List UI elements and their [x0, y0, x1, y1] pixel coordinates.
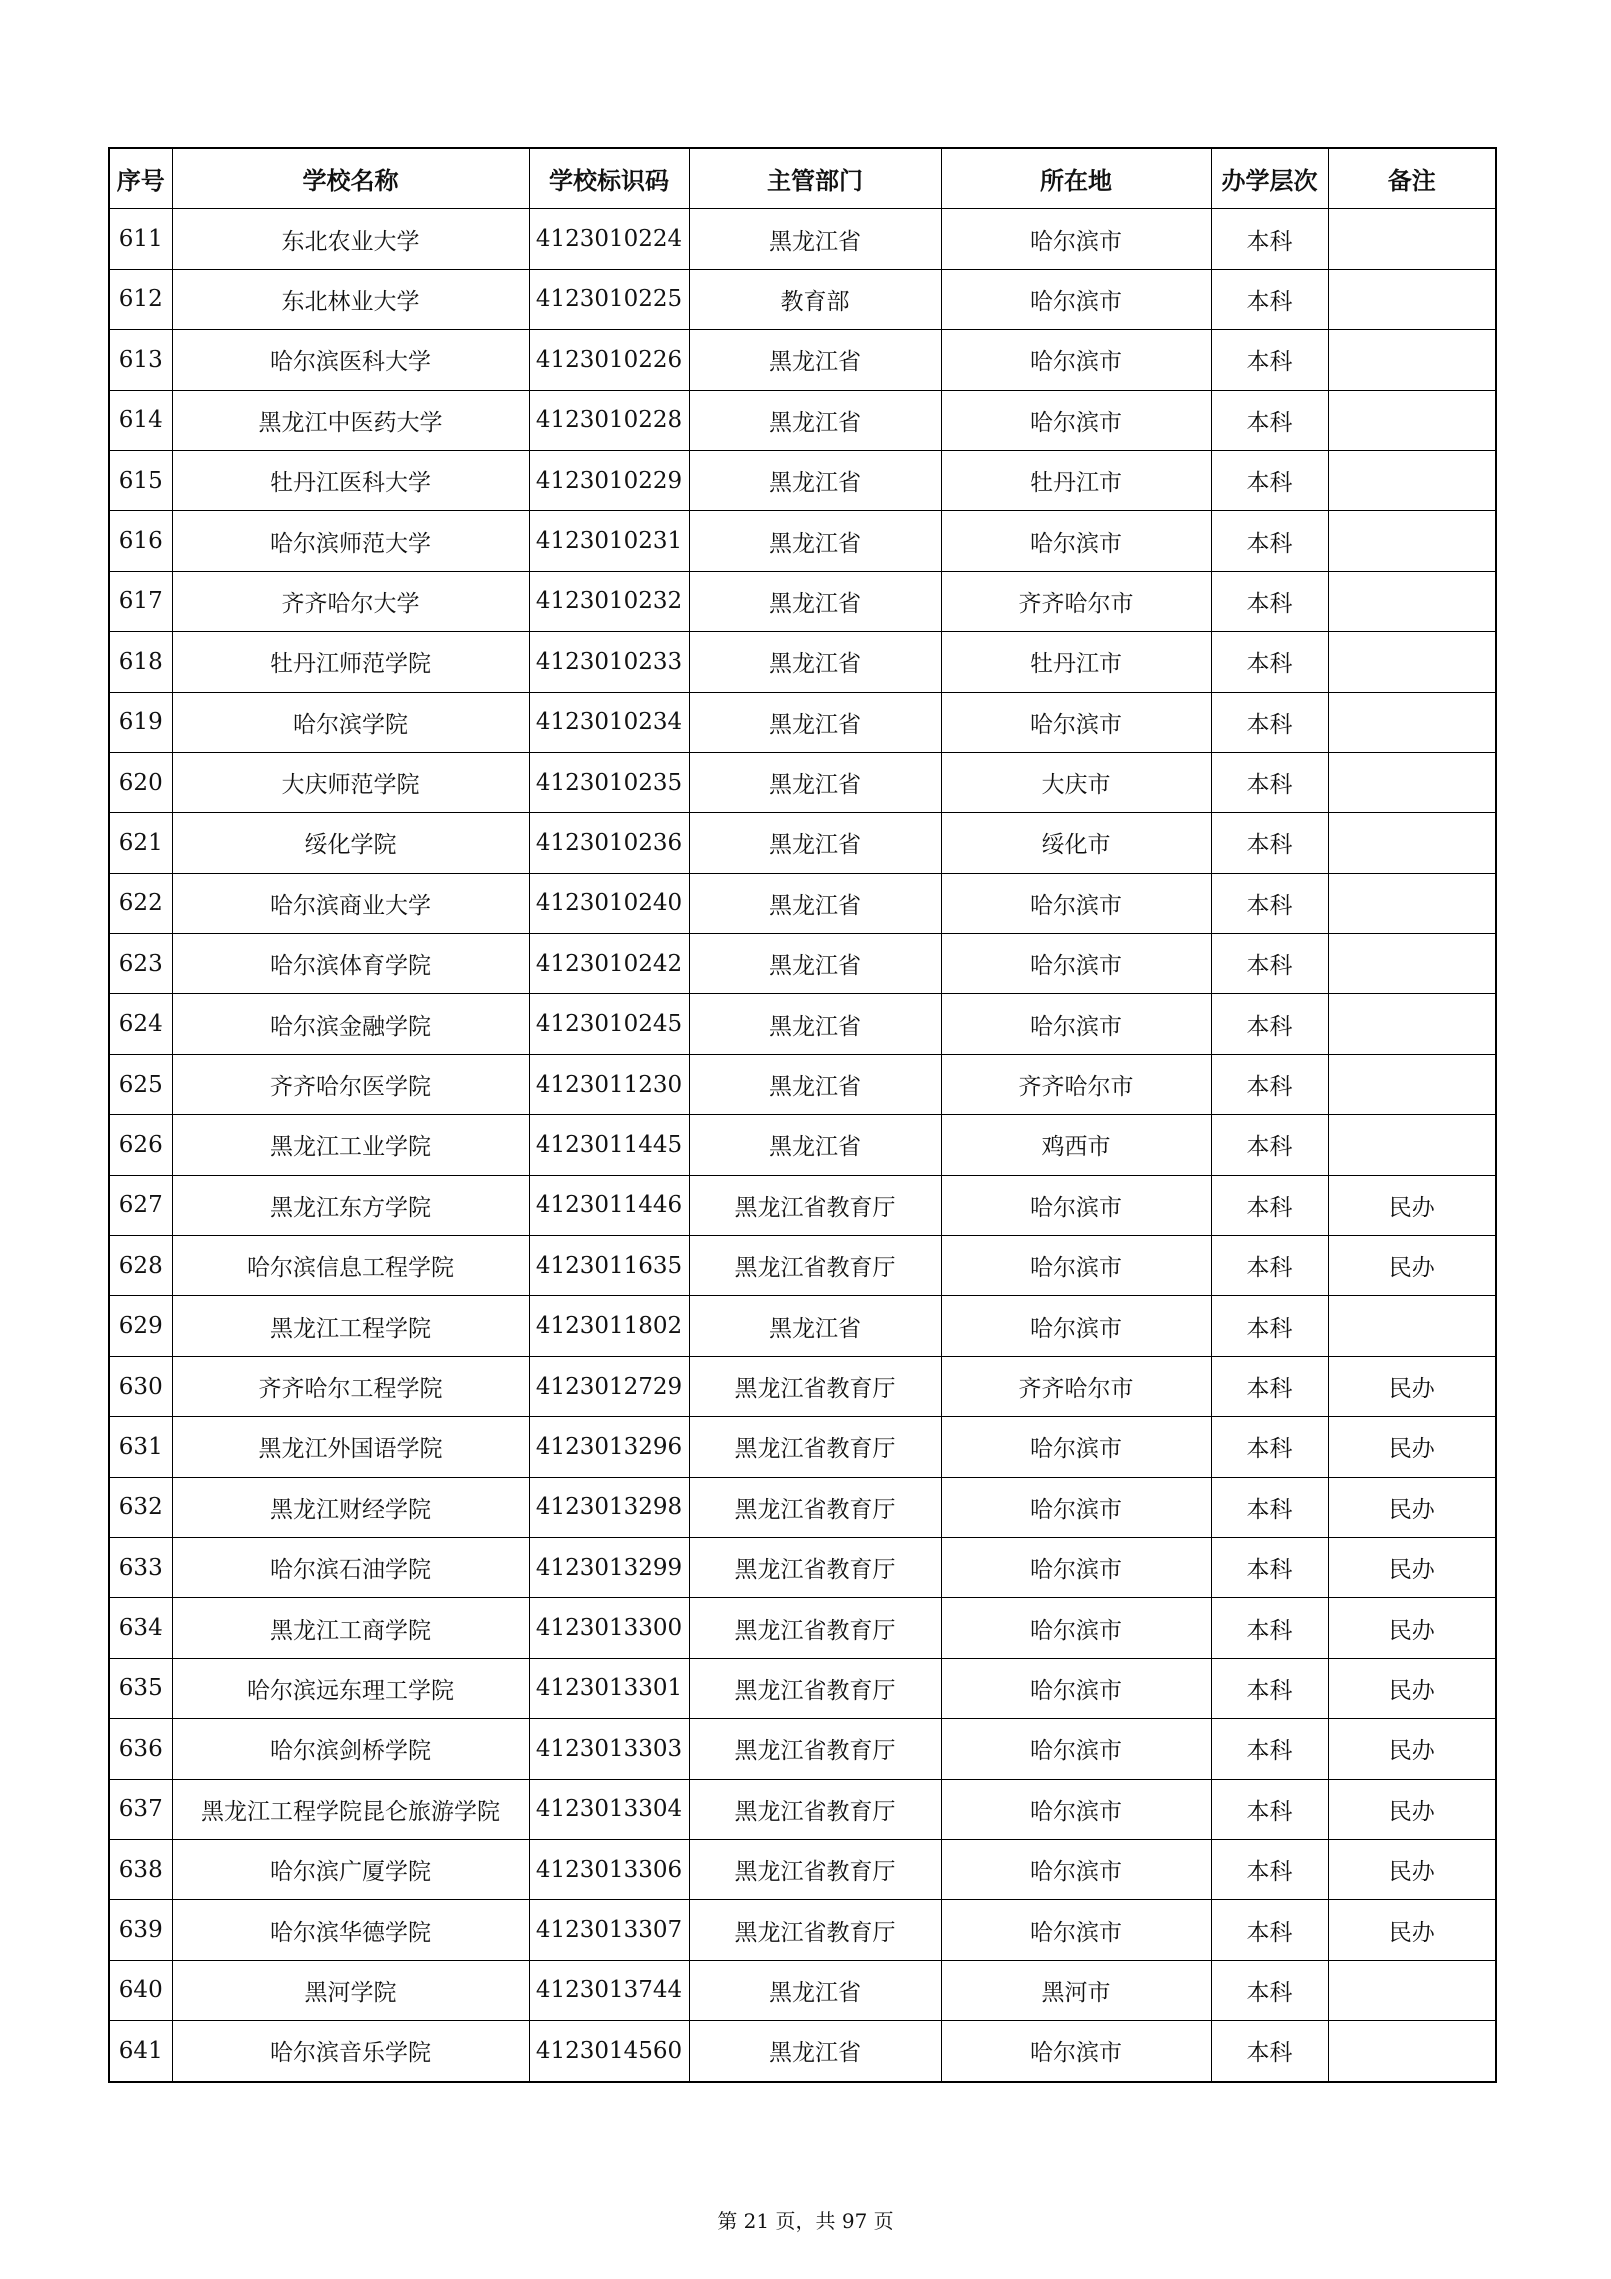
cell-school-name: 黑龙江工商学院 [172, 1598, 529, 1658]
cell-location: 哈尔滨市 [941, 1417, 1211, 1477]
cell-remarks: 民办 [1328, 1417, 1496, 1477]
cell-school-name: 哈尔滨广厦学院 [172, 1839, 529, 1899]
cell-school-name: 哈尔滨远东理工学院 [172, 1658, 529, 1718]
cell-school-name: 哈尔滨师范大学 [172, 511, 529, 571]
cell-school-name: 黑龙江东方学院 [172, 1175, 529, 1235]
cell-index: 638 [109, 1839, 172, 1899]
cell-remarks [1328, 330, 1496, 390]
cell-location: 牡丹江市 [941, 450, 1211, 510]
table-row [109, 1296, 1496, 1356]
cell-school-code: 4123010245 [529, 994, 689, 1054]
table-row [109, 1900, 1496, 1960]
cell-location: 大庆市 [941, 752, 1211, 812]
table-row [109, 571, 1496, 631]
cell-department: 黑龙江省 [689, 994, 941, 1054]
cell-level: 本科 [1211, 2021, 1328, 2082]
cell-index: 613 [109, 330, 172, 390]
cell-location: 哈尔滨市 [941, 1477, 1211, 1537]
cell-location: 齐齐哈尔市 [941, 1054, 1211, 1114]
table-row [109, 1779, 1496, 1839]
table-row [109, 269, 1496, 329]
cell-remarks: 民办 [1328, 1719, 1496, 1779]
cell-remarks: 民办 [1328, 1236, 1496, 1296]
cell-index: 626 [109, 1115, 172, 1175]
cell-location: 哈尔滨市 [941, 269, 1211, 329]
cell-department: 黑龙江省 [689, 571, 941, 631]
cell-school-name: 绥化学院 [172, 813, 529, 873]
cell-level: 本科 [1211, 209, 1328, 269]
cell-school-code: 4123011802 [529, 1296, 689, 1356]
cell-level: 本科 [1211, 813, 1328, 873]
cell-remarks [1328, 632, 1496, 692]
cell-school-code: 4123013300 [529, 1598, 689, 1658]
cell-index: 624 [109, 994, 172, 1054]
cell-location: 哈尔滨市 [941, 994, 1211, 1054]
cell-school-code: 4123010234 [529, 692, 689, 752]
cell-department: 黑龙江省 [689, 934, 941, 994]
cell-school-name: 牡丹江师范学院 [172, 632, 529, 692]
cell-department: 黑龙江省 [689, 1296, 941, 1356]
cell-school-name: 哈尔滨剑桥学院 [172, 1719, 529, 1779]
table-row [109, 1477, 1496, 1537]
cell-level: 本科 [1211, 1417, 1328, 1477]
cell-level: 本科 [1211, 1296, 1328, 1356]
cell-level: 本科 [1211, 269, 1328, 329]
table-row [109, 692, 1496, 752]
cell-level: 本科 [1211, 1960, 1328, 2020]
cell-location: 哈尔滨市 [941, 692, 1211, 752]
cell-location: 哈尔滨市 [941, 1236, 1211, 1296]
cell-level: 本科 [1211, 330, 1328, 390]
cell-remarks: 民办 [1328, 1175, 1496, 1235]
cell-school-name: 东北农业大学 [172, 209, 529, 269]
cell-school-name: 大庆师范学院 [172, 752, 529, 812]
cell-index: 616 [109, 511, 172, 571]
cell-index: 611 [109, 209, 172, 269]
cell-department: 黑龙江省 [689, 692, 941, 752]
cell-level: 本科 [1211, 692, 1328, 752]
cell-index: 641 [109, 2021, 172, 2082]
cell-location: 哈尔滨市 [941, 1296, 1211, 1356]
cell-school-name: 齐齐哈尔工程学院 [172, 1356, 529, 1416]
cell-school-code: 4123010229 [529, 450, 689, 510]
cell-location: 哈尔滨市 [941, 1658, 1211, 1718]
header-remarks: 备注 [1328, 148, 1496, 209]
table-row [109, 873, 1496, 933]
cell-location: 哈尔滨市 [941, 1598, 1211, 1658]
cell-school-code: 4123010236 [529, 813, 689, 873]
table-row [109, 934, 1496, 994]
cell-department: 黑龙江省 [689, 511, 941, 571]
cell-school-name: 哈尔滨学院 [172, 692, 529, 752]
cell-department: 黑龙江省教育厅 [689, 1236, 941, 1296]
cell-remarks: 民办 [1328, 1537, 1496, 1597]
cell-department: 黑龙江省教育厅 [689, 1779, 941, 1839]
cell-level: 本科 [1211, 1658, 1328, 1718]
table-row [109, 1115, 1496, 1175]
cell-level: 本科 [1211, 390, 1328, 450]
cell-index: 636 [109, 1719, 172, 1779]
cell-school-name: 黑龙江工程学院昆仑旅游学院 [172, 1779, 529, 1839]
cell-school-code: 4123013307 [529, 1900, 689, 1960]
cell-location: 哈尔滨市 [941, 1175, 1211, 1235]
cell-remarks [1328, 1054, 1496, 1114]
cell-level: 本科 [1211, 511, 1328, 571]
table-row [109, 1417, 1496, 1477]
cell-location: 哈尔滨市 [941, 209, 1211, 269]
cell-location: 鸡西市 [941, 1115, 1211, 1175]
cell-index: 615 [109, 450, 172, 510]
cell-location: 齐齐哈尔市 [941, 1356, 1211, 1416]
cell-remarks: 民办 [1328, 1598, 1496, 1658]
cell-school-name: 东北林业大学 [172, 269, 529, 329]
cell-school-name: 齐齐哈尔大学 [172, 571, 529, 631]
cell-location: 哈尔滨市 [941, 511, 1211, 571]
cell-index: 617 [109, 571, 172, 631]
cell-location: 哈尔滨市 [941, 873, 1211, 933]
cell-level: 本科 [1211, 1779, 1328, 1839]
cell-location: 哈尔滨市 [941, 934, 1211, 994]
cell-index: 618 [109, 632, 172, 692]
cell-index: 631 [109, 1417, 172, 1477]
cell-school-code: 4123011446 [529, 1175, 689, 1235]
cell-location: 齐齐哈尔市 [941, 571, 1211, 631]
cell-index: 627 [109, 1175, 172, 1235]
cell-remarks [1328, 571, 1496, 631]
cell-school-code: 4123013304 [529, 1779, 689, 1839]
cell-remarks [1328, 390, 1496, 450]
cell-level: 本科 [1211, 1477, 1328, 1537]
cell-school-code: 4123010226 [529, 330, 689, 390]
cell-location: 黑河市 [941, 1960, 1211, 2020]
cell-location: 绥化市 [941, 813, 1211, 873]
cell-remarks: 民办 [1328, 1658, 1496, 1718]
cell-remarks: 民办 [1328, 1779, 1496, 1839]
cell-level: 本科 [1211, 571, 1328, 631]
cell-department: 黑龙江省 [689, 2021, 941, 2082]
cell-department: 黑龙江省教育厅 [689, 1900, 941, 1960]
page-number: 第 21 页，共 97 页 [717, 2209, 894, 2233]
cell-school-code: 4123010225 [529, 269, 689, 329]
cell-index: 625 [109, 1054, 172, 1114]
cell-school-code: 4123011445 [529, 1115, 689, 1175]
cell-index: 635 [109, 1658, 172, 1718]
table-row [109, 752, 1496, 812]
cell-school-code: 4123013296 [529, 1417, 689, 1477]
cell-level: 本科 [1211, 934, 1328, 994]
cell-department: 黑龙江省 [689, 632, 941, 692]
cell-department: 黑龙江省 [689, 1115, 941, 1175]
cell-department: 黑龙江省 [689, 752, 941, 812]
cell-school-name: 哈尔滨体育学院 [172, 934, 529, 994]
cell-level: 本科 [1211, 1115, 1328, 1175]
cell-department: 黑龙江省教育厅 [689, 1477, 941, 1537]
table-row [109, 1175, 1496, 1235]
cell-index: 614 [109, 390, 172, 450]
cell-remarks [1328, 269, 1496, 329]
cell-department: 黑龙江省教育厅 [689, 1417, 941, 1477]
cell-school-name: 哈尔滨信息工程学院 [172, 1236, 529, 1296]
cell-school-name: 哈尔滨商业大学 [172, 873, 529, 933]
cell-school-name: 黑龙江外国语学院 [172, 1417, 529, 1477]
table-row [109, 330, 1496, 390]
cell-department: 黑龙江省教育厅 [689, 1598, 941, 1658]
cell-level: 本科 [1211, 1054, 1328, 1114]
cell-school-code: 4123010233 [529, 632, 689, 692]
cell-remarks [1328, 752, 1496, 812]
cell-location: 哈尔滨市 [941, 1719, 1211, 1779]
cell-location: 哈尔滨市 [941, 1839, 1211, 1899]
cell-index: 634 [109, 1598, 172, 1658]
cell-remarks [1328, 2021, 1496, 2082]
cell-school-code: 4123010242 [529, 934, 689, 994]
table-row [109, 1356, 1496, 1416]
cell-location: 哈尔滨市 [941, 330, 1211, 390]
cell-school-code: 4123011635 [529, 1236, 689, 1296]
cell-remarks [1328, 873, 1496, 933]
cell-index: 633 [109, 1537, 172, 1597]
header-department: 主管部门 [689, 148, 941, 209]
cell-remarks [1328, 813, 1496, 873]
cell-school-code: 4123011230 [529, 1054, 689, 1114]
cell-level: 本科 [1211, 1719, 1328, 1779]
cell-department: 黑龙江省 [689, 1054, 941, 1114]
cell-department: 黑龙江省 [689, 390, 941, 450]
table-row [109, 511, 1496, 571]
cell-location: 哈尔滨市 [941, 390, 1211, 450]
table-row [109, 1054, 1496, 1114]
cell-school-name: 牡丹江医科大学 [172, 450, 529, 510]
cell-school-name: 黑龙江财经学院 [172, 1477, 529, 1537]
cell-level: 本科 [1211, 1839, 1328, 1899]
cell-level: 本科 [1211, 1598, 1328, 1658]
table-row [109, 632, 1496, 692]
cell-school-name: 齐齐哈尔医学院 [172, 1054, 529, 1114]
cell-school-code: 4123010224 [529, 209, 689, 269]
cell-school-name: 哈尔滨音乐学院 [172, 2021, 529, 2082]
cell-school-code: 4123010231 [529, 511, 689, 571]
cell-remarks: 民办 [1328, 1477, 1496, 1537]
cell-school-name: 黑河学院 [172, 1960, 529, 2020]
cell-remarks: 民办 [1328, 1900, 1496, 1960]
cell-level: 本科 [1211, 1537, 1328, 1597]
table-row [109, 1537, 1496, 1597]
cell-index: 639 [109, 1900, 172, 1960]
cell-location: 哈尔滨市 [941, 1779, 1211, 1839]
cell-location: 哈尔滨市 [941, 1537, 1211, 1597]
cell-remarks [1328, 692, 1496, 752]
cell-department: 黑龙江省 [689, 450, 941, 510]
cell-remarks: 民办 [1328, 1839, 1496, 1899]
table-row [109, 450, 1496, 510]
header-school-code: 学校标识码 [529, 148, 689, 209]
cell-index: 612 [109, 269, 172, 329]
table-row [109, 813, 1496, 873]
table-row [109, 390, 1496, 450]
cell-location: 牡丹江市 [941, 632, 1211, 692]
cell-school-name: 哈尔滨医科大学 [172, 330, 529, 390]
cell-index: 623 [109, 934, 172, 994]
cell-school-code: 4123013298 [529, 1477, 689, 1537]
cell-remarks [1328, 1296, 1496, 1356]
cell-school-name: 哈尔滨石油学院 [172, 1537, 529, 1597]
cell-level: 本科 [1211, 450, 1328, 510]
cell-index: 630 [109, 1356, 172, 1416]
table-row [109, 1839, 1496, 1899]
header-index: 序号 [109, 148, 172, 209]
table-row [109, 209, 1496, 269]
cell-index: 622 [109, 873, 172, 933]
cell-school-code: 4123010235 [529, 752, 689, 812]
cell-index: 632 [109, 1477, 172, 1537]
cell-index: 621 [109, 813, 172, 873]
cell-level: 本科 [1211, 632, 1328, 692]
header-school-name: 学校名称 [172, 148, 529, 209]
table-header-row [109, 148, 1496, 209]
cell-remarks [1328, 1115, 1496, 1175]
cell-department: 黑龙江省教育厅 [689, 1658, 941, 1718]
school-list-table [108, 147, 1497, 2083]
cell-department: 黑龙江省教育厅 [689, 1839, 941, 1899]
cell-index: 640 [109, 1960, 172, 2020]
cell-remarks [1328, 934, 1496, 994]
cell-school-code: 4123010240 [529, 873, 689, 933]
cell-school-name: 黑龙江工程学院 [172, 1296, 529, 1356]
header-level: 办学层次 [1211, 148, 1328, 209]
cell-index: 620 [109, 752, 172, 812]
cell-index: 628 [109, 1236, 172, 1296]
cell-school-name: 黑龙江中医药大学 [172, 390, 529, 450]
table-row [109, 1719, 1496, 1779]
cell-remarks [1328, 511, 1496, 571]
cell-school-code: 4123013301 [529, 1658, 689, 1718]
header-location: 所在地 [941, 148, 1211, 209]
cell-level: 本科 [1211, 1900, 1328, 1960]
cell-remarks [1328, 994, 1496, 1054]
cell-school-code: 4123010232 [529, 571, 689, 631]
cell-remarks [1328, 450, 1496, 510]
table-row [109, 994, 1496, 1054]
table-row [109, 1598, 1496, 1658]
cell-department: 黑龙江省教育厅 [689, 1356, 941, 1416]
cell-school-code: 4123010228 [529, 390, 689, 450]
table-row [109, 1236, 1496, 1296]
cell-school-code: 4123013303 [529, 1719, 689, 1779]
cell-department: 黑龙江省 [689, 1960, 941, 2020]
table-row [109, 1658, 1496, 1718]
cell-department: 黑龙江省 [689, 209, 941, 269]
cell-location: 哈尔滨市 [941, 2021, 1211, 2082]
cell-index: 619 [109, 692, 172, 752]
cell-location: 哈尔滨市 [941, 1900, 1211, 1960]
cell-school-name: 哈尔滨华德学院 [172, 1900, 529, 1960]
cell-level: 本科 [1211, 752, 1328, 812]
cell-index: 637 [109, 1779, 172, 1839]
cell-school-code: 4123013299 [529, 1537, 689, 1597]
cell-department: 黑龙江省教育厅 [689, 1175, 941, 1235]
cell-school-code: 4123012729 [529, 1356, 689, 1416]
cell-school-code: 4123013306 [529, 1839, 689, 1899]
table-body [109, 209, 1496, 2082]
cell-school-code: 4123014560 [529, 2021, 689, 2082]
cell-remarks [1328, 1960, 1496, 2020]
cell-department: 黑龙江省 [689, 873, 941, 933]
cell-level: 本科 [1211, 994, 1328, 1054]
cell-school-code: 4123013744 [529, 1960, 689, 2020]
cell-remarks: 民办 [1328, 1356, 1496, 1416]
cell-level: 本科 [1211, 1175, 1328, 1235]
cell-school-name: 黑龙江工业学院 [172, 1115, 529, 1175]
table-row [109, 2021, 1496, 2082]
cell-department: 黑龙江省教育厅 [689, 1537, 941, 1597]
cell-level: 本科 [1211, 1236, 1328, 1296]
cell-department: 黑龙江省 [689, 330, 941, 390]
table-row [109, 1960, 1496, 2020]
cell-department: 教育部 [689, 269, 941, 329]
cell-school-name: 哈尔滨金融学院 [172, 994, 529, 1054]
cell-remarks [1328, 209, 1496, 269]
cell-department: 黑龙江省 [689, 813, 941, 873]
cell-level: 本科 [1211, 1356, 1328, 1416]
cell-level: 本科 [1211, 873, 1328, 933]
cell-index: 629 [109, 1296, 172, 1356]
cell-department: 黑龙江省教育厅 [689, 1719, 941, 1779]
